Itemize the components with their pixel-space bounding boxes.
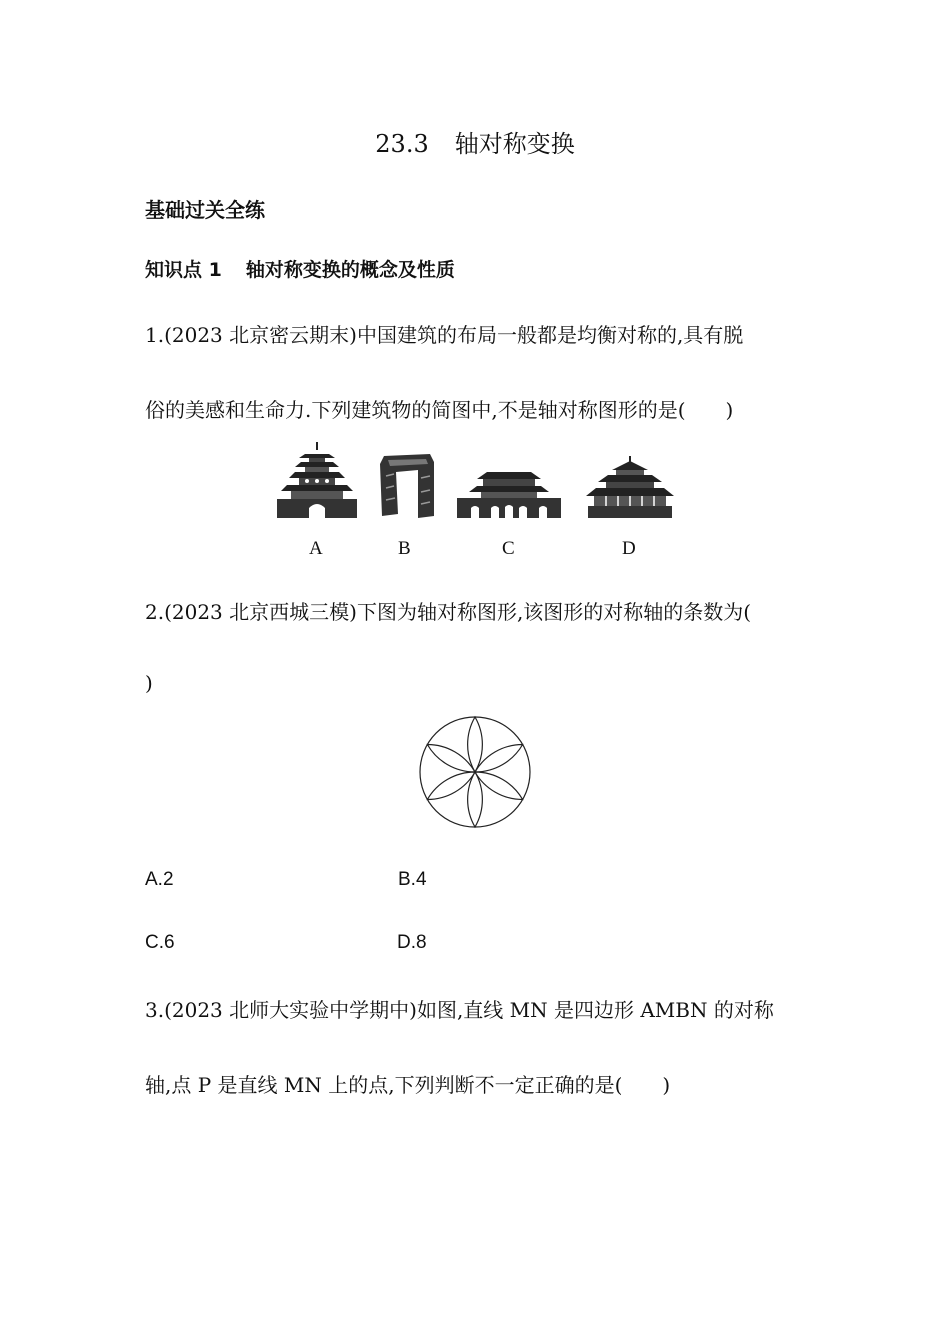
building-d-figure xyxy=(586,456,674,518)
building-c-figure xyxy=(457,470,561,518)
title-number: 23.3 xyxy=(375,130,429,158)
q2-option-d: D.8 xyxy=(397,932,427,953)
q3-line1: 3.(2023 北师大实验中学期中)如图,直线 MN 是四边形 AMBN 的对称 xyxy=(145,998,774,1022)
knowledge-label: 知识点 1 xyxy=(145,259,222,281)
page-title xyxy=(0,124,950,159)
q1-line1: 1.(2023 北京密云期末)中国建筑的布局一般都是均衡对称的,具有脱 xyxy=(145,323,744,347)
figure-label-b: B xyxy=(398,538,411,559)
knowledge-text: 轴对称变换的概念及性质 xyxy=(245,259,455,281)
building-b-figure xyxy=(378,454,436,518)
q2-line1: 2.(2023 北京西城三模)下图为轴对称图形,该图形的对称轴的条数为( xyxy=(145,600,752,624)
flower-of-life-figure xyxy=(418,715,532,829)
figure-label-c: C xyxy=(502,538,515,559)
figure-label-a: A xyxy=(309,538,323,559)
knowledge-point-heading xyxy=(145,255,455,282)
section-heading: 基础过关全练 xyxy=(145,198,265,222)
building-a-figure xyxy=(277,442,357,518)
q2-option-c: C.6 xyxy=(145,932,175,953)
q2-option-b: B.4 xyxy=(398,869,427,890)
q2-line2: ) xyxy=(145,671,153,695)
q1-line2: 俗的美感和生命力.下列建筑物的简图中,不是轴对称图形的是( ) xyxy=(145,398,734,422)
q2-option-a: A.2 xyxy=(145,869,174,890)
figure-label-d: D xyxy=(622,538,636,559)
q3-line2: 轴,点 P 是直线 MN 上的点,下列判断不一定正确的是( ) xyxy=(145,1073,671,1097)
title-text: 轴对称变换 xyxy=(454,130,575,158)
